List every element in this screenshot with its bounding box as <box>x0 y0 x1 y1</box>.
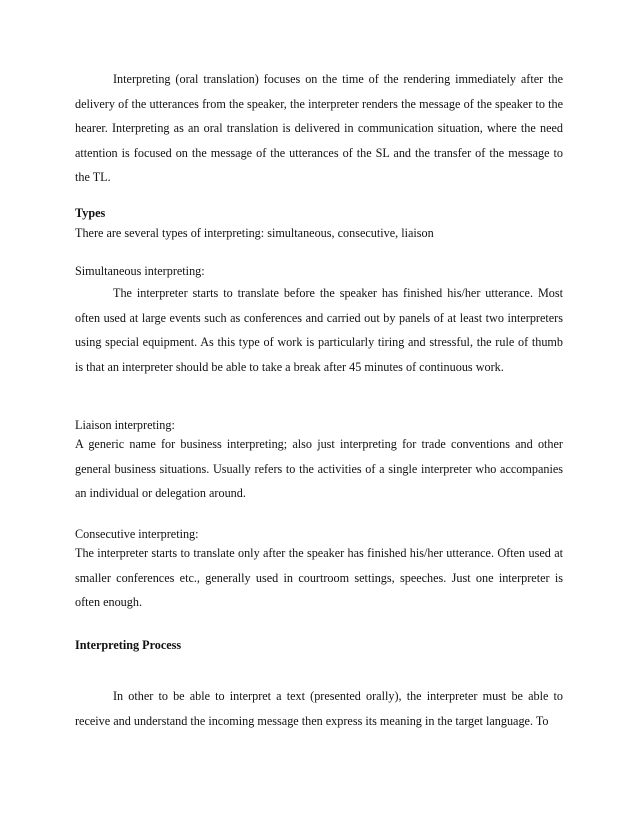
process-heading: Interpreting Process <box>75 638 182 652</box>
types-text: There are several types of interpreting: simultaneous, consecutive, liaison <box>75 226 434 240</box>
types-heading: Types <box>75 206 106 220</box>
liaison-heading: Liaison interpreting: <box>75 418 175 432</box>
liaison-paragraph: A generic name for business interpreting; also just interpreting for trade conventions and other general business situations. Usually refers to the activities of a single interpreter who accompanies an individual or delegation around. <box>75 437 563 500</box>
process-paragraph: In other to be able to interpret a text (presented orally), the interpreter must be able to receive and understand the incoming message then express its meaning in the target language. To <box>75 689 563 728</box>
consecutive-heading: Consecutive interpreting: <box>75 527 199 541</box>
simultaneous-paragraph: The interpreter starts to translate before the speaker has finished his/her utterance. Most often used at large events such as conferences and carried out by panels of at least two interpreters using special equipment. As this type of work is particularly tiring and stressful, the rule of thumb is that an interpreter should be able to take a break after 45 minutes of continuous work. <box>75 286 563 374</box>
intro-paragraph: Interpreting (oral translation) focuses on the time of the rendering immediately after the delivery of the utterances from the speaker, the interpreter renders the message of the speaker to the hearer. Interpreting as an oral translation is delivered in communication situation, where the need attention is focused on the message of the utterances of the SL and the transfer of the message to the TL. <box>75 72 563 184</box>
simultaneous-heading: Simultaneous interpreting: <box>75 264 205 278</box>
consecutive-paragraph: The interpreter starts to translate only after the speaker has finished his/her utterance. Often used at smaller conferences etc., generally used in courtroom settings, speeches. Just one interpreter is often enough. <box>75 546 563 609</box>
